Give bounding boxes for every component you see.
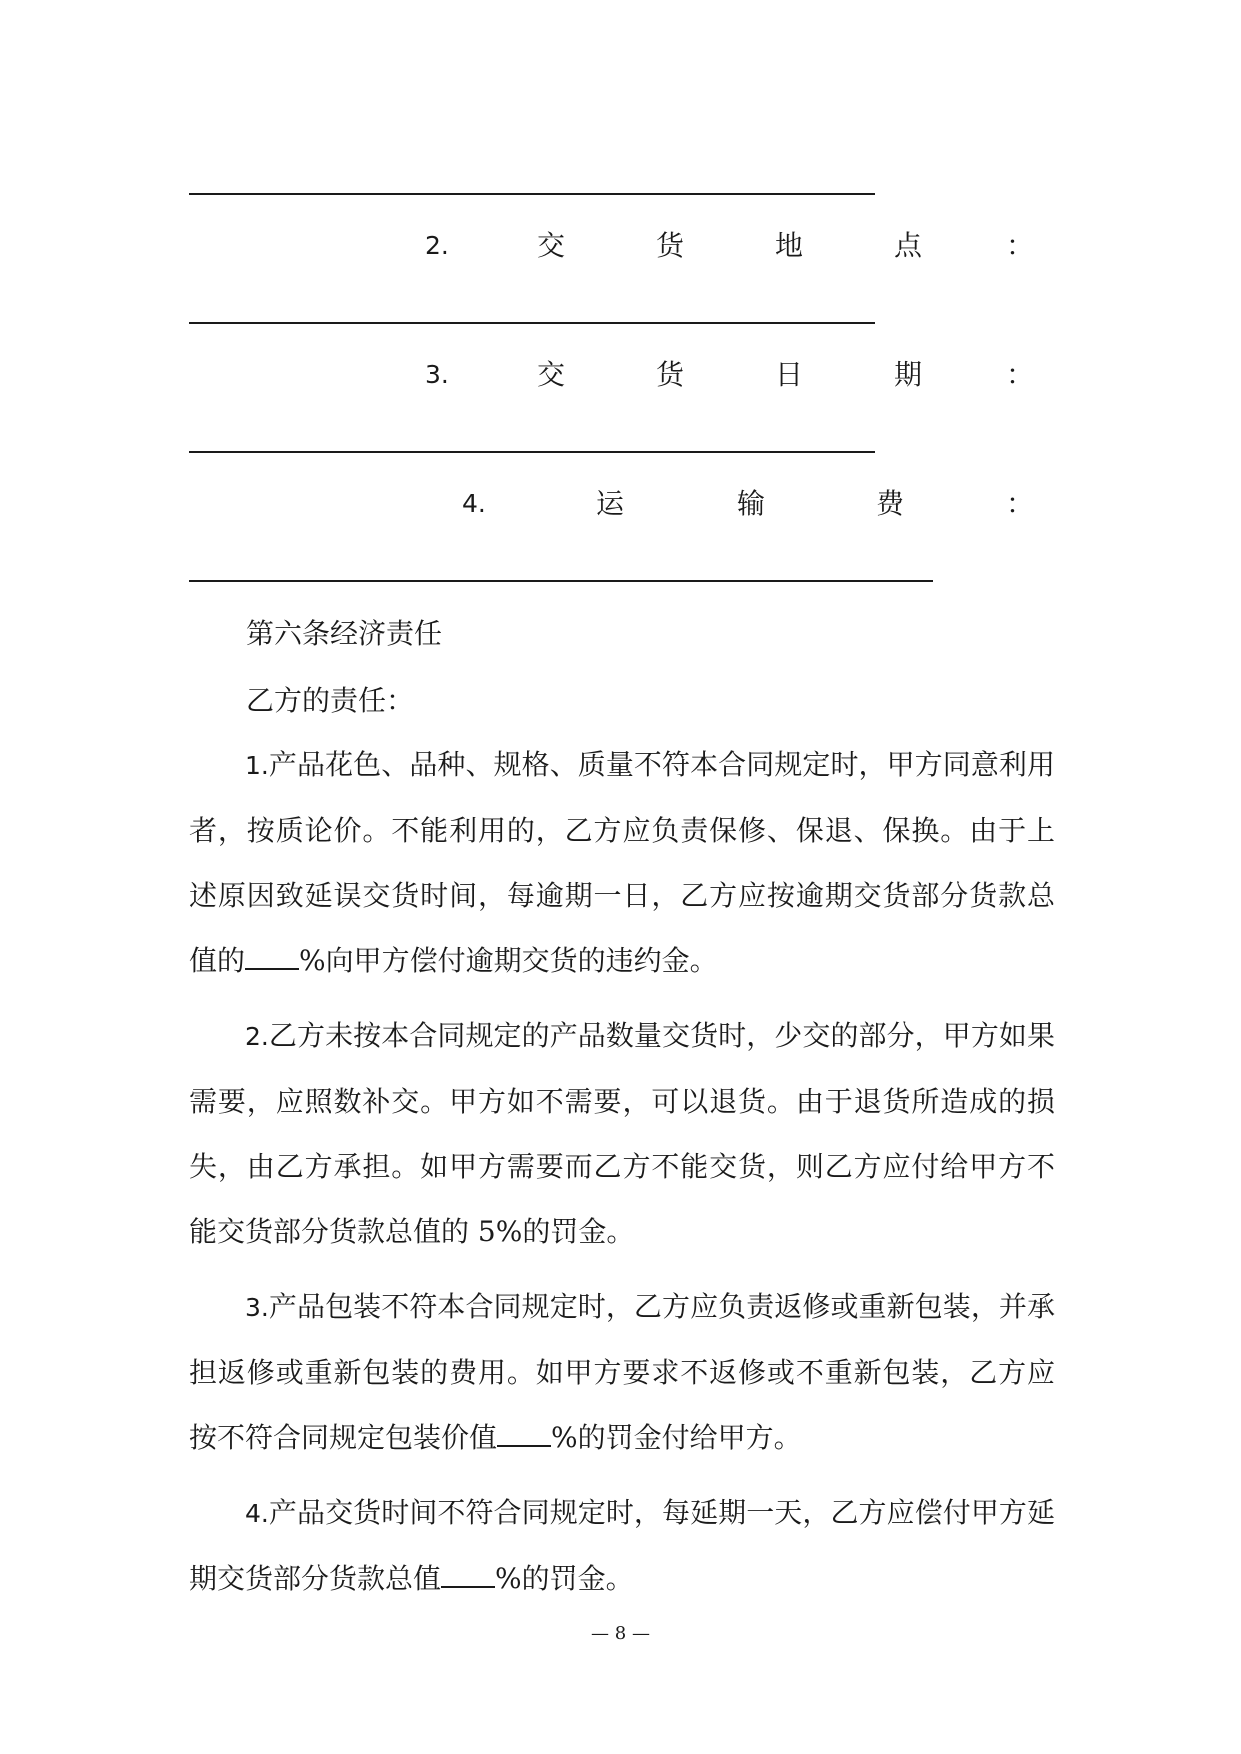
field-label-char: 交 bbox=[537, 358, 566, 391]
field-label-char: 交 bbox=[537, 229, 566, 262]
field-delivery-place bbox=[0, 226, 1241, 266]
clause-text: %向甲方偿付逾期交货的违约金。 bbox=[299, 944, 718, 977]
clause-text: 乙方未按本合同规定的产品数量交货时，少交的部分，甲方如果需要，应照数补交。甲方如不需要，可以退货。由于退货所造成的损失，由乙方承担。如甲方需要而乙方不能交货，则乙方应付给甲方不能交货部分货款总值的 5%的罚金。 bbox=[189, 1019, 1055, 1248]
clause-number: 2. bbox=[245, 1022, 269, 1051]
field-freight bbox=[0, 484, 1241, 524]
article-heading: 第六条经济责任 bbox=[246, 617, 443, 650]
field-colon: ： bbox=[1006, 229, 1035, 262]
blank-line bbox=[189, 322, 875, 324]
field-label-char: 输 bbox=[737, 487, 766, 520]
field-colon: ： bbox=[1006, 358, 1035, 391]
clause-3 bbox=[189, 1274, 1055, 1470]
field-number: 3. bbox=[425, 360, 449, 389]
clause-2 bbox=[189, 1003, 1055, 1264]
fill-blank bbox=[245, 942, 299, 970]
fill-blank bbox=[497, 1419, 551, 1447]
blank-line bbox=[189, 580, 933, 582]
field-number: 2. bbox=[425, 231, 449, 260]
field-number: 4. bbox=[462, 489, 486, 518]
clause-text: %的罚金付给甲方。 bbox=[551, 1421, 802, 1454]
clause-4 bbox=[189, 1480, 1055, 1611]
clause-number: 1. bbox=[245, 751, 269, 780]
field-label-char: 期 bbox=[894, 358, 923, 391]
blank-line bbox=[189, 451, 875, 453]
field-delivery-date bbox=[0, 355, 1241, 395]
field-label-char: 运 bbox=[596, 487, 625, 520]
article-subheading: 乙方的责任： bbox=[246, 684, 415, 717]
field-label-char: 货 bbox=[656, 358, 685, 391]
clause-number: 4. bbox=[245, 1499, 269, 1528]
field-label-char: 日 bbox=[775, 358, 804, 391]
clause-text: 产品花色、品种、规格、质量不符本合同规定时，甲方同意利用者，按质论价。不能利用的，乙方应负责保修、保退、保换。由于上述原因致延误交货时间，每逾期一日，乙方应按逾期交货部分货款总值的 bbox=[189, 748, 1055, 977]
clause-text: 产品交货时间不符合同规定时，每延期一天，乙方应偿付甲方延期交货部分货款总值 bbox=[189, 1496, 1055, 1595]
field-label-char: 货 bbox=[656, 229, 685, 262]
page-number: — 8 — bbox=[591, 1623, 650, 1644]
blank-line bbox=[189, 193, 875, 195]
clause-number: 3. bbox=[245, 1293, 269, 1322]
field-label-char: 费 bbox=[876, 487, 905, 520]
clause-text: 产品包装不符本合同规定时，乙方应负责返修或重新包装，并承担返修或重新包装的费用。如甲方要求不返修或不重新包装，乙方应按不符合同规定包装价值 bbox=[189, 1290, 1055, 1454]
fill-blank bbox=[441, 1560, 495, 1588]
field-colon: ： bbox=[1006, 487, 1035, 520]
clause-text: %的罚金。 bbox=[495, 1562, 634, 1595]
clause-1 bbox=[189, 732, 1055, 993]
field-label-char: 地 bbox=[775, 229, 804, 262]
field-label-char: 点 bbox=[894, 229, 923, 262]
